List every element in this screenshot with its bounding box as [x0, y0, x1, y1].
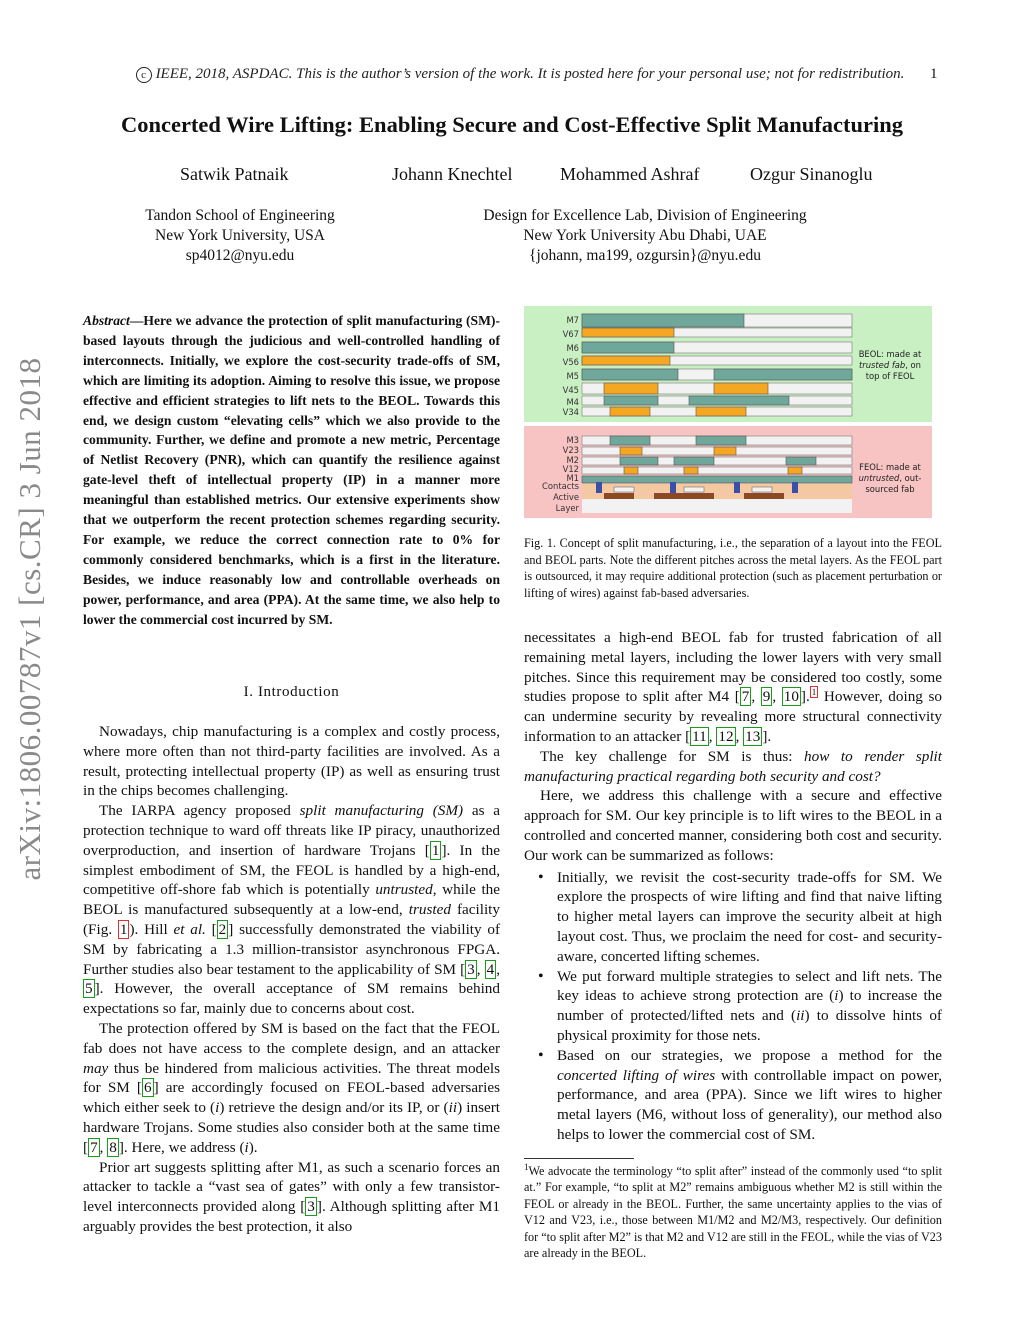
gate — [614, 487, 634, 492]
v34-via — [696, 407, 746, 416]
footnote-divider — [524, 1158, 634, 1159]
citation-link[interactable]: 5 — [85, 980, 93, 998]
paper-title: Concerted Wire Lifting: Enabling Secure and Cost-Effective Split Manufacturing — [120, 112, 904, 137]
copyright-icon: c — [136, 67, 152, 83]
layer-label: V67 — [562, 329, 579, 339]
affiliation-line: New York University, USA — [155, 227, 325, 244]
figure-caption: Fig. 1. Concept of split manufacturing, i.e., the separation of a layout into the FEOL and BEOL parts. Note the different pitches across the metal layers. As the FEOL part is outsourced, it may require additional protection (such as placement perturbation or lifting of wires) against fab-based adversaries. — [524, 536, 942, 600]
beol-note-line: top of FEOL — [865, 371, 915, 381]
paragraph: Prior art suggests splitting after M1, as such a scenario forces an attacker to tackle a “vast sea of gates” with only a few transistor-level interconnects provided along [ 3 ]. Although splitting after M1 arguably provides the best protection, it also — [83, 1158, 500, 1235]
feol-note-line: untrusted, out- — [858, 473, 922, 483]
citation-link[interactable]: 6 — [143, 1079, 152, 1097]
contact — [596, 482, 602, 494]
intro-right-column — [524, 628, 942, 1145]
v45-via — [604, 383, 658, 394]
m4-wire — [604, 396, 658, 405]
m7-wire — [582, 314, 744, 327]
m4-wire — [689, 396, 789, 405]
contact — [792, 482, 798, 494]
affiliation-line: Design for Excellence Lab, Division of Engineering — [483, 207, 807, 224]
citation-link[interactable]: 12 — [718, 727, 734, 745]
layer-label: V23 — [562, 445, 579, 455]
affiliation-line: New York University Abu Dhabi, UAE — [523, 227, 767, 244]
m2-wire — [620, 457, 658, 465]
contact — [670, 482, 676, 494]
v23-via — [714, 447, 736, 455]
citation-link[interactable]: 10 — [783, 688, 799, 706]
footnote-link[interactable]: 1 — [811, 687, 817, 698]
paragraph: necessitates a high-end BEOL fab for trusted fabrication of all remaining metal layers, including the lower layers with very small pitches. Since this requirement may be considered too costly, some studies propose to split after M4 [ 7 , 9 , 10 ]. $^1$ However, doing so can undermine security by revealing more structural connectivity information to an attacker [ 11 , 12 , 13 ]. — [524, 629, 942, 745]
paragraph: Here, we address this challenge with a secure and effective approach for SM. Our key principle is to lift wires to the BEOL in a controlled and concerted manner, considering both cost and security. Our work can be summarized as follows: — [524, 787, 942, 864]
citation-link[interactable]: 3 — [467, 960, 475, 978]
gate — [752, 487, 772, 492]
v12-via — [684, 467, 698, 474]
abstract — [83, 311, 500, 630]
layer-label: M6 — [566, 343, 579, 353]
beol-note-line: trusted fab, on — [859, 360, 921, 370]
affiliation-left — [120, 206, 360, 266]
layer-label: V45 — [562, 385, 579, 395]
author-email: {johann, ma199, ozgursin}@nyu.edu — [529, 247, 761, 264]
affiliation-right — [450, 206, 840, 266]
diffusion — [744, 493, 784, 499]
citation-link[interactable]: 13 — [745, 727, 761, 745]
layer-label: Contacts — [542, 481, 579, 491]
m2-wire — [674, 457, 714, 465]
m5-wire — [582, 369, 678, 380]
copyright-notice — [80, 66, 960, 83]
author-name: Mohammed Ashraf — [560, 164, 700, 184]
layer-label: V56 — [562, 357, 579, 367]
layer-label: M2 — [566, 455, 579, 465]
citation-link[interactable]: 2 — [218, 920, 227, 938]
footnote — [524, 1163, 942, 1261]
citation-link[interactable]: 3 — [307, 1198, 315, 1216]
list-item: • Based on our strategies, we propose a method for the concerted lifting of wires with controllable impact on power, performance, and area (PPA). Since we lift wires to higher metal layers (M6, without loss of generality), our method also helps to lower the commercial cost of SM. — [524, 1046, 942, 1145]
citation-link[interactable]: 7 — [90, 1138, 98, 1156]
section-heading: I. Introduction — [243, 684, 340, 700]
m6-wire — [582, 342, 674, 353]
contact — [734, 482, 740, 494]
m3-wire — [696, 436, 746, 445]
beol-note-line: BEOL: made at — [858, 349, 922, 359]
abstract-label: Abstract — [83, 313, 130, 328]
author-name: Ozgur Sinanoglu — [750, 164, 873, 184]
layer-label: M7 — [566, 315, 579, 325]
v12-via — [624, 467, 638, 474]
author-name: Satwik Patnaik — [180, 164, 289, 184]
figure-link[interactable]: 1 — [119, 920, 128, 938]
citation-link[interactable]: 1 — [431, 841, 440, 859]
substrate — [582, 499, 852, 513]
feol-note-line: FEOL: made at — [859, 462, 921, 472]
author-email: sp4012@nyu.edu — [185, 247, 295, 264]
v45-via — [714, 383, 768, 394]
footnote-mark: 1 — [524, 1161, 529, 1172]
v34-via — [610, 407, 650, 416]
layer-label: Active — [553, 492, 579, 502]
layer-label: V12 — [562, 464, 579, 474]
diffusion — [654, 493, 714, 499]
diffusion — [604, 493, 634, 499]
layer-label: M5 — [566, 371, 579, 381]
v12-track — [582, 467, 852, 474]
m3-wire — [610, 436, 650, 445]
layer-label: M3 — [566, 435, 579, 445]
intro-left-column — [83, 722, 500, 1237]
layer-label: V34 — [562, 407, 579, 417]
paragraph: The key challenge for SM is thus: how to render split manufacturing practical regarding both security and cost? — [524, 747, 942, 785]
copyright-text: IEEE, 2018, ASPDAC. This is the author’s version of the work. It is posted here for your personal use; not for redistribution. — [155, 66, 905, 82]
layer-label: M4 — [566, 397, 579, 407]
citation-link[interactable]: 8 — [109, 1138, 117, 1156]
layer-label: Layer — [555, 503, 579, 513]
paragraph: Nowadays, chip manufacturing is a complex and costly process, where more often than not third-party facilities are involved. As a result, protecting intellectual property (IP) as well as ensuring trust in the chips becomes challenging. — [83, 723, 500, 800]
m1-layer — [582, 476, 852, 483]
v67-via — [582, 328, 674, 337]
split-manufacturing-figure — [524, 306, 932, 518]
list-item: • We put forward multiple strategies to select and lift nets. The key ideas to achieve strong protection are (i) to increase the number of protected/lifted nets and (ii) to dissolve hints of physical proximity for those nets. — [524, 967, 942, 1046]
citation-link[interactable]: 11 — [692, 727, 707, 745]
author-name: Johann Knechtel — [392, 164, 513, 184]
citation-link[interactable]: 9 — [762, 688, 771, 706]
citation-link[interactable]: 4 — [486, 960, 495, 978]
contribution-list — [524, 868, 942, 1145]
v12-via — [788, 467, 802, 474]
affiliation-line: Tandon School of Engineering — [145, 207, 335, 224]
feol-note-line: sourced fab — [865, 484, 915, 494]
m5-wire — [714, 369, 852, 380]
v23-via — [620, 447, 642, 455]
page-number: 1 — [930, 66, 938, 82]
layer-label: M1 — [566, 473, 579, 483]
list-item: • Initially, we revisit the cost-security trade-offs for SM. We explore the prospects of wire lifting and find that naive lifting to higher metal layers can improve the security albeit at high layout cost. Thus, we proclaim the need for cost- and security-aware, concerted lifting schemes. — [524, 868, 942, 967]
citation-link[interactable]: 7 — [741, 688, 750, 706]
m2-wire — [786, 457, 816, 465]
gate — [684, 487, 704, 492]
paragraph: The protection offered by SM is based on the fact that the FEOL fab does not have access to the complete design, and an attacker may thus be hindered from malicious activities. The threat models for SM [ 6 ] are accordingly focused on FEOL-based adversaries which either seek to (i) retrieve the design and/or its IP, or (ii) insert hardware Trojans. Some studies also consider both at the same time [ 7 , 8 ]. Here, we address (i). — [83, 1019, 501, 1156]
abstract-text: —Here we advance the protection of split manufacturing (SM)-based layouts through the judicious and well-controlled handling of interconnects. Initially, we explore the cost-security trade-offs of SM, which are limiting its adoption. Aiming to resolve this issue, we propose effective and efficient strategies to lift nets to the BEOL. Towards this end, we design custom “elevating cells” which we also provide to the community. Further, we define and promote a new metric, Percentage of Netlist Recovery (PNR), which can quantify the resilience against gate-level theft of intellectual property (IP) in a manner more meaningful than established metrics. Our extensive experiments show that we outperform the recent protection schemes regarding security. For example, we reduce the correct connection rate to 0% for commonly considered benchmarks, which is a first in the literature. Besides, we induce reasonably low and controllable overheads on power, performance, and area (PPA). At the same time, we also help to lower the commercial cost incurred by SM. — [83, 313, 500, 627]
arxiv-stamp: arXiv:1806.00787v1 [cs.CR] 3 Jun 2018 — [12, 357, 47, 881]
footnote-text: We advocate the terminology “to split after” instead of the commonly used “to split at.” For example, “to split at M2” remains ambiguous whether M2 is still within the FEOL or already in the BEOL. Further, the same uncertainty applies to the vias of V12 and V23, i.e., those between M1/M2 and M2/M3, respectively. Our definition for “to split after M2” is that M2 and V12 are still in the FEOL, while the vias of V23 are already in the BEOL. — [524, 1164, 942, 1261]
paragraph: The IARPA agency proposed split manufacturing (SM) as a protection technique to ward off threats like IP piracy, unauthorized overproduction, and insertion of hardware Trojans [ 1 ]. In the simplest embodiment of SM, the FEOL is handled by a high-end, competitive off-shore fab which is potentially untrusted, while the BEOL is manufactured subsequently at a low-end, trusted facility (Fig. 1 ). Hill et al. [ 2 ] successfully demonstrated the viability of SM by fabricating a 1.3 million-transistor asynchronous FPGA. Further studies also bear testament to the applicability of SM [ 3 , 4 , 5 ]. However, the overall acceptance of SM remains behind expectations so far, mainly due to concerns about cost. — [83, 802, 501, 1018]
v56-via — [582, 356, 670, 365]
